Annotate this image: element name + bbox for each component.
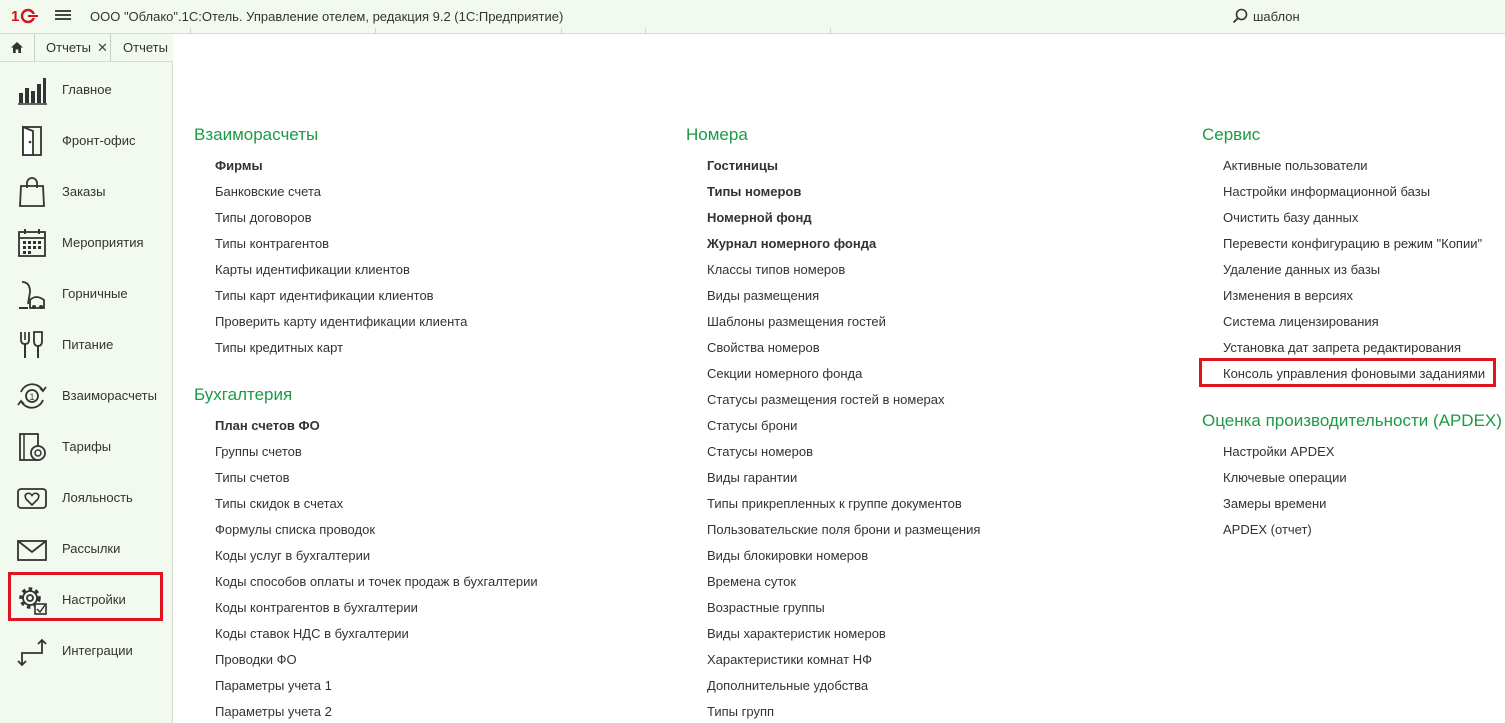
link-key-operations[interactable]: Ключевые операции	[1223, 470, 1347, 485]
link-contract-types[interactable]: Типы договоров	[215, 210, 312, 225]
section-title-rooms: Номера	[686, 125, 748, 144]
link-guarantee-kinds[interactable]: Виды гарантии	[707, 470, 798, 485]
tabs-bar	[0, 34, 173, 62]
top-bar	[0, 0, 1505, 34]
link-payment-codes[interactable]: Коды способов оплаты и точек продаж в бухгалтерии	[215, 574, 538, 589]
link-apdex-report[interactable]: APDEX (отчет)	[1223, 522, 1312, 537]
sidebar-item-label: Тарифы	[62, 439, 112, 454]
link-room-feature-kinds[interactable]: Виды характеристик номеров	[707, 626, 886, 641]
link-infobase-settings[interactable]: Настройки информационной базы	[1223, 184, 1431, 199]
svg-text:1: 1	[29, 391, 35, 402]
link-copy-mode[interactable]: Перевести конфигурацию в режим "Копии"	[1223, 236, 1483, 251]
price-document-icon	[16, 431, 48, 463]
sidebar-item-label: Лояльность	[62, 490, 133, 505]
link-room-stock-journal[interactable]: Журнал номерного фонда	[707, 236, 877, 251]
main-content	[173, 34, 1505, 723]
vacuum-cleaner-icon	[16, 278, 48, 310]
home-icon	[10, 41, 24, 54]
link-version-changes[interactable]: Изменения в версиях	[1223, 288, 1354, 303]
section-title-settlements: Взаиморасчеты	[194, 125, 319, 144]
link-counterparty-codes[interactable]: Коды контрагентов в бухгалтерии	[215, 600, 418, 615]
link-edit-ban-dates[interactable]: Установка дат запрета редактирования	[1223, 340, 1462, 355]
link-account-groups[interactable]: Группы счетов	[215, 444, 302, 459]
1c-logo-icon	[11, 7, 41, 25]
link-posting-formulas[interactable]: Формулы списка проводок	[215, 522, 376, 537]
sidebar-item-front-office[interactable]	[0, 115, 172, 166]
tab-label: Отчеты	[46, 40, 91, 55]
heart-card-icon	[16, 482, 48, 514]
link-times-of-day[interactable]: Времена суток	[707, 574, 797, 589]
sidebar-item-loyalty[interactable]	[0, 472, 172, 523]
link-time-measurements[interactable]: Замеры времени	[1223, 496, 1327, 511]
sidebar-item-integrations[interactable]	[0, 625, 172, 676]
sidebar-item-label: Фронт-офис	[62, 133, 136, 148]
sidebar-item-label: Заказы	[62, 184, 106, 199]
section-title-accounting: Бухгалтерия	[194, 385, 293, 404]
link-accommodation-templates[interactable]: Шаблоны размещения гостей	[707, 314, 886, 329]
window-title: ООО "Облако".1С:Отель. Управление отелем, редакция 9.2 (1С:Предприятие)	[90, 9, 564, 24]
link-room-properties[interactable]: Свойства номеров	[707, 340, 820, 355]
sidebar-item-main[interactable]	[0, 64, 172, 115]
link-user-fields[interactable]: Пользовательские поля брони и размещения	[707, 522, 981, 537]
sidebar	[0, 62, 173, 723]
link-credit-card-types[interactable]: Типы кредитных карт	[215, 340, 344, 355]
sidebar-item-label: Главное	[62, 82, 112, 97]
sidebar-item-label: Взаиморасчеты	[62, 388, 157, 403]
sidebar-item-food[interactable]	[0, 319, 172, 370]
link-room-statuses[interactable]: Статусы номеров	[707, 444, 813, 459]
close-icon[interactable]: ✕	[96, 39, 108, 55]
highlight-box	[8, 572, 163, 621]
sidebar-item-housekeeping[interactable]	[0, 268, 172, 319]
link-bank-accounts[interactable]: Банковские счета	[215, 184, 322, 199]
shopping-bag-icon	[16, 176, 48, 208]
search-box[interactable]	[1232, 7, 1300, 25]
link-delete-data[interactable]: Удаление данных из базы	[1223, 262, 1381, 277]
tab-reports-2[interactable]	[112, 34, 173, 61]
main-menu-icon[interactable]	[55, 8, 71, 24]
highlight-box	[1199, 358, 1496, 387]
sidebar-item-label: Питание	[62, 337, 114, 352]
link-apdex-settings[interactable]: Настройки APDEX	[1223, 444, 1335, 459]
link-account-types[interactable]: Типы счетов	[215, 470, 290, 485]
link-room-stock[interactable]: Номерной фонд	[707, 210, 812, 225]
search-input[interactable]: шаблон	[1253, 8, 1300, 24]
svg-text:1: 1	[11, 8, 20, 25]
cycle-coin-icon	[16, 380, 48, 412]
link-active-users[interactable]: Активные пользователи	[1223, 158, 1368, 173]
link-counterparty-types[interactable]: Типы контрагентов	[215, 236, 330, 251]
link-client-id-cards[interactable]: Карты идентификации клиентов	[215, 262, 410, 277]
link-accommodation-kinds[interactable]: Виды размещения	[707, 288, 820, 303]
tab-reports[interactable]	[35, 34, 111, 61]
link-licensing[interactable]: Система лицензирования	[1223, 314, 1379, 329]
sidebar-item-label: Горничные	[62, 286, 128, 301]
link-accounting-params-2[interactable]: Параметры учета 2	[215, 704, 332, 719]
sidebar-item-label: Интеграции	[62, 643, 133, 658]
link-postings-fo[interactable]: Проводки ФО	[215, 652, 297, 667]
link-room-type-classes[interactable]: Классы типов номеров	[707, 262, 846, 277]
link-chart-of-accounts[interactable]: План счетов ФО	[215, 418, 320, 433]
door-icon	[16, 125, 48, 157]
link-room-types[interactable]: Типы номеров	[707, 184, 802, 199]
link-room-features[interactable]: Характеристики комнат НФ	[707, 652, 872, 667]
fork-glass-icon	[16, 329, 48, 361]
link-group-types[interactable]: Типы групп	[707, 704, 775, 719]
sidebar-item-mailings[interactable]	[0, 523, 172, 574]
section-title-service: Сервис	[1202, 125, 1261, 144]
envelope-icon	[16, 533, 48, 565]
link-attached-doc-types[interactable]: Типы прикрепленных к группе документов	[707, 496, 962, 511]
link-clear-database[interactable]: Очистить базу данных	[1223, 210, 1359, 225]
link-service-codes[interactable]: Коды услуг в бухгалтерии	[215, 548, 371, 563]
link-guest-statuses[interactable]: Статусы размещения гостей в номерах	[707, 392, 945, 407]
sidebar-item-label: Мероприятия	[62, 235, 144, 250]
link-client-id-card-types[interactable]: Типы карт идентификации клиентов	[215, 288, 434, 303]
sidebar-item-settlements[interactable]	[0, 370, 172, 421]
link-room-stock-sections[interactable]: Секции номерного фонда	[707, 366, 863, 381]
link-room-block-kinds[interactable]: Виды блокировки номеров	[707, 548, 869, 563]
link-accounting-params-1[interactable]: Параметры учета 1	[215, 678, 332, 693]
link-background-jobs-console[interactable]: Консоль управления фоновыми заданиями	[1223, 366, 1486, 381]
sidebar-item-tariffs[interactable]	[0, 421, 172, 472]
tab-label: Отчеты	[123, 40, 168, 55]
section-title-apdex: Оценка производительности (APDEX)	[1202, 411, 1502, 430]
search-icon[interactable]	[1232, 8, 1248, 24]
sidebar-item-orders[interactable]	[0, 166, 172, 217]
calendar-icon	[16, 227, 48, 259]
link-firms[interactable]: Фирмы	[215, 158, 263, 173]
sidebar-item-label: Рассылки	[62, 541, 121, 556]
link-discount-types[interactable]: Типы скидок в счетах	[215, 496, 344, 511]
bar-chart-icon	[16, 74, 48, 106]
link-check-client-card[interactable]: Проверить карту идентификации клиента	[215, 314, 468, 329]
link-booking-statuses[interactable]: Статусы брони	[707, 418, 798, 433]
arrows-icon	[16, 635, 48, 667]
link-hotels[interactable]: Гостиницы	[707, 158, 779, 173]
home-tab[interactable]	[0, 34, 35, 61]
link-extra-amenities[interactable]: Дополнительные удобства	[707, 678, 869, 693]
sidebar-item-events[interactable]	[0, 217, 172, 268]
link-age-groups[interactable]: Возрастные группы	[707, 600, 825, 615]
link-vat-codes[interactable]: Коды ставок НДС в бухгалтерии	[215, 626, 409, 641]
sidebar-item-label: Настройки	[62, 592, 126, 607]
